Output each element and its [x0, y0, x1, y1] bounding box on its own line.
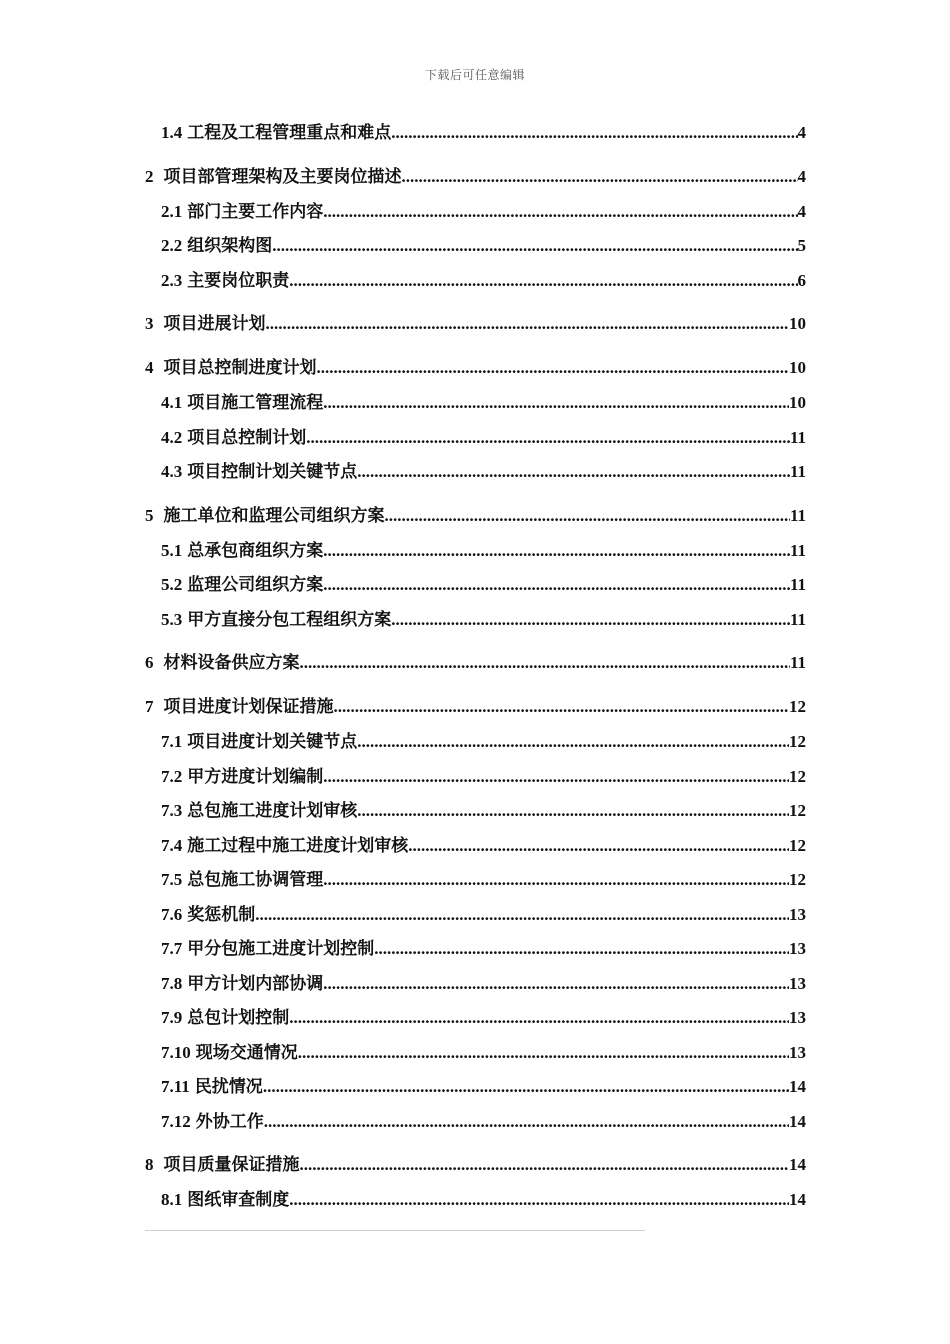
toc-entry-page: 4	[797, 123, 806, 142]
toc-entry-page: 5	[797, 236, 806, 255]
toc-entry-title: 甲方直接分包工程组织方案	[187, 609, 392, 630]
toc-entry-number: 7.12	[161, 1111, 191, 1131]
toc-leader-dots	[289, 264, 797, 299]
toc-entry[interactable]	[145, 1001, 806, 1036]
toc-leader-dots	[255, 898, 789, 933]
toc-entry-title: 总承包商组织方案	[187, 540, 324, 561]
toc-entry-number: 4.1	[161, 393, 183, 412]
toc-entry-page: 12	[789, 766, 806, 786]
toc-entry-page: 14	[789, 1077, 806, 1096]
toc-entry[interactable]	[145, 455, 806, 490]
toc-entry-title: 工程及工程管理重点和难点	[187, 123, 392, 143]
toc-entry[interactable]	[145, 829, 806, 864]
toc-leader-dots	[357, 794, 789, 829]
toc-entry-title: 项目质量保证措施	[163, 1155, 300, 1175]
toc-entry-title: 总包施工进度计划审核	[187, 801, 358, 821]
toc-entry-page: 12	[789, 870, 806, 889]
toc-leader-dots	[317, 351, 790, 386]
toc-entry-number: 7	[145, 697, 154, 716]
toc-leader-dots	[374, 932, 789, 967]
page-header: 下载后可任意编辑	[424, 68, 525, 82]
toc-entry[interactable]	[145, 725, 806, 760]
toc-entry-page: 11	[789, 427, 806, 447]
toc-entry-title: 外协工作	[195, 1111, 264, 1132]
toc-leader-dots	[263, 1070, 789, 1105]
toc-entry-number: 7.3	[161, 801, 183, 820]
table-of-contents	[145, 116, 806, 1218]
toc-leader-dots	[323, 863, 789, 898]
toc-entry-title: 奖惩机制	[187, 904, 256, 925]
toc-entry[interactable]	[145, 534, 806, 569]
toc-leader-dots	[402, 160, 798, 195]
toc-entry-number: 4	[145, 358, 154, 377]
toc-entry-number: 1.4	[161, 123, 183, 142]
toc-entry-page: 12	[789, 835, 806, 855]
toc-entry[interactable]	[145, 386, 806, 421]
toc-entry[interactable]	[145, 681, 806, 725]
toc-leader-dots	[300, 646, 790, 681]
toc-leader-dots	[289, 1183, 789, 1218]
toc-entry-number: 7.2	[161, 766, 183, 786]
toc-entry-number: 6	[145, 653, 154, 672]
toc-leader-dots	[306, 421, 790, 456]
toc-entry-page: 11	[789, 653, 806, 672]
toc-entry-number: 2	[145, 166, 154, 186]
toc-entry-number: 2.3	[161, 270, 183, 290]
toc-entry-number: 3	[145, 314, 154, 333]
toc-entry-page: 11	[789, 609, 806, 629]
toc-entry-title: 施工单位和监理公司组织方案	[163, 505, 385, 526]
toc-leader-dots	[323, 195, 797, 230]
toc-entry-title: 民扰情况	[194, 1077, 263, 1097]
toc-entry[interactable]	[145, 1070, 806, 1105]
toc-entry-page: 10	[789, 314, 806, 333]
toc-entry-page: 11	[789, 505, 806, 525]
toc-entry[interactable]	[145, 794, 806, 829]
toc-entry-page: 4	[797, 166, 806, 186]
toc-entry-page: 11	[789, 575, 806, 594]
toc-entry-title: 总包施工协调管理	[187, 870, 324, 890]
toc-entry-page: 12	[789, 801, 806, 820]
toc-entry[interactable]	[145, 967, 806, 1002]
toc-leader-dots	[357, 725, 789, 760]
toc-entry[interactable]	[145, 637, 806, 681]
toc-entry-title: 项目施工管理流程	[187, 393, 324, 413]
toc-entry-title: 项目控制计划关键节点	[187, 462, 358, 482]
toc-entry[interactable]	[145, 1139, 806, 1183]
toc-entry-title: 项目总控制进度计划	[163, 358, 317, 378]
toc-leader-dots	[408, 829, 789, 864]
toc-entry[interactable]	[145, 603, 806, 638]
toc-leader-dots	[264, 1105, 789, 1140]
toc-entry-page: 14	[789, 1155, 806, 1174]
toc-entry-title: 现场交通情况	[195, 1042, 298, 1063]
toc-entry-number: 7.8	[161, 973, 183, 993]
toc-leader-dots	[298, 1036, 789, 1071]
toc-entry-title: 组织架构图	[187, 236, 273, 256]
toc-entry-number: 4.3	[161, 462, 183, 481]
toc-entry-number: 5	[145, 505, 154, 525]
toc-entry[interactable]	[145, 151, 806, 195]
toc-leader-dots	[289, 1001, 789, 1036]
toc-entry[interactable]	[145, 490, 806, 534]
footer-divider	[145, 1230, 645, 1231]
toc-entry-page: 13	[789, 1008, 806, 1027]
toc-leader-dots	[391, 603, 790, 638]
toc-entry-page: 13	[789, 939, 806, 958]
toc-entry-title: 甲分包施工进度计划控制	[187, 939, 375, 959]
toc-leader-dots	[266, 307, 790, 342]
toc-leader-dots	[272, 229, 797, 264]
toc-leader-dots	[300, 1148, 790, 1183]
toc-entry-page: 13	[789, 904, 806, 924]
toc-entry-title: 项目部管理架构及主要岗位描述	[163, 166, 402, 187]
toc-entry-title: 项目进度计划保证措施	[163, 697, 334, 717]
toc-entry-page: 12	[789, 732, 806, 751]
toc-entry-page: 13	[789, 1042, 806, 1062]
toc-leader-dots	[334, 690, 790, 725]
toc-leader-dots	[357, 455, 790, 490]
toc-entry-page: 10	[789, 393, 806, 412]
toc-entry-page: 6	[797, 270, 806, 290]
toc-entry-title: 材料设备供应方案	[163, 653, 300, 673]
toc-entry-number: 7.4	[161, 835, 183, 855]
toc-entry-number: 8	[145, 1155, 154, 1174]
toc-entry-page: 11	[789, 462, 806, 481]
toc-entry[interactable]	[145, 229, 806, 264]
toc-entry-title: 总包计划控制	[187, 1008, 290, 1028]
toc-entry-page: 13	[789, 973, 806, 993]
toc-entry-number: 7.6	[161, 904, 183, 924]
toc-leader-dots	[323, 568, 790, 603]
toc-entry[interactable]	[145, 116, 806, 151]
toc-entry-title: 主要岗位职责	[187, 270, 290, 291]
toc-entry-number: 8.1	[161, 1190, 183, 1209]
toc-entry-title: 甲方计划内部协调	[187, 973, 324, 994]
toc-entry[interactable]	[145, 898, 806, 933]
toc-entry[interactable]	[145, 298, 806, 342]
toc-leader-dots	[323, 760, 789, 795]
toc-leader-dots	[323, 967, 789, 1002]
toc-entry[interactable]	[145, 1036, 806, 1071]
toc-entry-number: 7.9	[161, 1008, 183, 1027]
toc-leader-dots	[323, 386, 789, 421]
toc-entry-page: 12	[789, 697, 806, 716]
toc-entry[interactable]	[145, 568, 806, 603]
toc-entry-number: 7.5	[161, 870, 183, 889]
toc-entry-number: 5.2	[161, 575, 183, 594]
toc-entry-title: 项目进度计划关键节点	[187, 732, 358, 752]
toc-entry-title: 施工过程中施工进度计划审核	[187, 835, 409, 856]
toc-entry-title: 甲方进度计划编制	[187, 766, 324, 787]
toc-entry-number: 2.1	[161, 201, 183, 221]
toc-entry-title: 项目总控制计划	[187, 427, 307, 448]
toc-leader-dots	[385, 499, 790, 534]
toc-entry[interactable]	[145, 760, 806, 795]
toc-entry-page: 4	[797, 201, 806, 221]
toc-entry-page: 10	[789, 358, 806, 377]
toc-entry[interactable]	[145, 342, 806, 386]
toc-entry[interactable]	[145, 1105, 806, 1140]
toc-entry-page: 14	[789, 1190, 806, 1209]
toc-entry-number: 7.7	[161, 939, 183, 958]
toc-leader-dots	[391, 116, 797, 151]
toc-entry[interactable]	[145, 932, 806, 967]
toc-entry-title: 图纸审查制度	[187, 1190, 290, 1210]
toc-entry-number: 5.1	[161, 540, 183, 560]
toc-entry-title: 部门主要工作内容	[187, 201, 324, 222]
toc-entry-title: 监理公司组织方案	[187, 575, 324, 595]
toc-entry-number: 2.2	[161, 236, 183, 255]
toc-entry-number: 5.3	[161, 609, 183, 629]
toc-entry-page: 14	[789, 1111, 806, 1131]
toc-leader-dots	[323, 534, 790, 569]
toc-entry-number: 4.2	[161, 427, 183, 447]
toc-entry[interactable]	[145, 195, 806, 230]
toc-entry-number: 7.11	[161, 1077, 190, 1096]
toc-entry[interactable]	[145, 1183, 806, 1218]
toc-entry-number: 7.10	[161, 1042, 191, 1062]
toc-entry-title: 项目进展计划	[163, 314, 266, 334]
toc-entry[interactable]	[145, 863, 806, 898]
toc-entry[interactable]	[145, 421, 806, 456]
toc-entry[interactable]	[145, 264, 806, 299]
toc-entry-page: 11	[789, 540, 806, 560]
toc-entry-number: 7.1	[161, 732, 183, 751]
